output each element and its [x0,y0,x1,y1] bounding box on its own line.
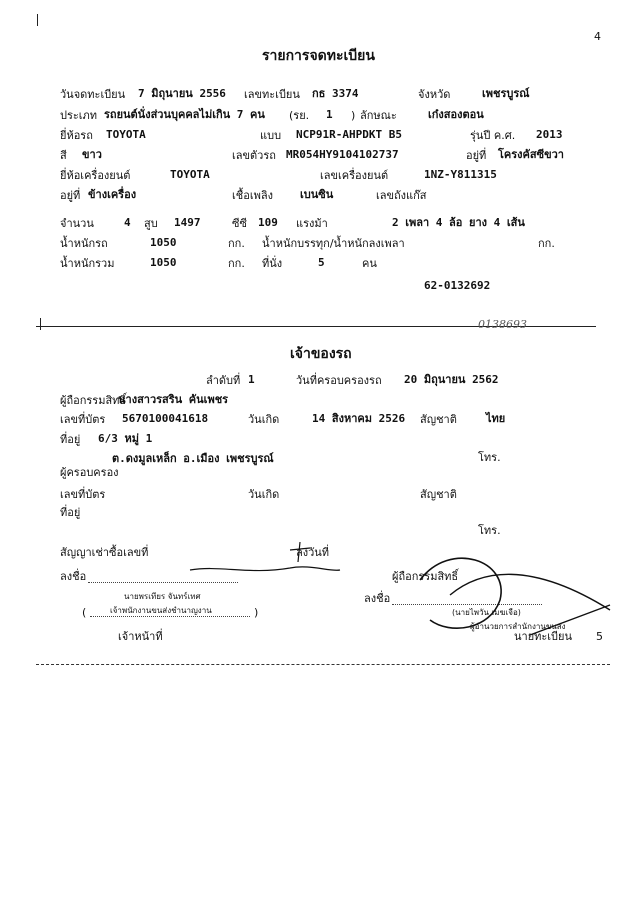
page-number-bottom: 5 [596,630,603,643]
possessor-dob-label: วันเกิด [248,488,280,501]
registrar-label: นายทะเบียน [514,630,573,643]
horsepower-label: แรงม้า [296,217,328,230]
officer-close-paren: ) [254,606,259,619]
weight-value: 1050 [150,236,177,249]
address-label: ที่อยู่ [60,433,81,446]
fuel-label: เชื้อเพลิง [232,189,273,202]
signature-scribble [180,540,620,650]
engine-no-label: เลขเครื่องยนต์ [320,169,389,182]
cylinders-value: 1497 [174,216,201,229]
dob-label: วันเกิด [248,413,280,426]
axle-value: 2 เพลา 4 ล้อ ยาง 4 เส้น [392,216,525,229]
lease-label: สัญญาเช่าซื้อเลขที่ [60,546,149,559]
model-value: NCP91R-AHPDKT B5 [296,128,402,141]
officer-label: เจ้าหน้าที่ [118,630,163,643]
seats-label: ที่นั่ง [262,257,283,270]
address-line1: 6/3 หมู่ 1 [98,432,153,445]
seq-label: ลำดับที่ [206,374,241,387]
province-value: เพชรบูรณ์ [482,87,530,100]
brand-label: ยี่ห้อรถ [60,129,93,142]
reg-no-label: เลขทะเบียน [244,88,300,101]
gross-unit: กก. [228,257,245,270]
color-value: ขาว [82,148,102,161]
weight-unit: กก. [228,237,245,250]
page-number-top: 4 [594,30,601,43]
holder-label: ผู้ถือกรรมสิทธิ์ [60,394,127,407]
nationality-label: สัญชาติ [420,413,457,426]
chassis-label: เลขตัวรถ [232,149,276,162]
weight-label: น้ำหนักรถ [60,237,108,250]
engine-at-label: อยู่ที่ [60,189,81,202]
chassis-value: MR054HY9104102737 [286,148,399,161]
gross-value: 1050 [150,256,177,269]
brand-value: TOYOTA [106,128,146,141]
form-number: 62-0132692 [424,279,491,292]
nationality-value: ไทย [486,412,506,425]
type-code-value: 1 [326,108,333,121]
bottom-divider [36,664,610,665]
count-value: 4 [124,216,131,229]
address-line2: ต.ดงมูลเหล็ก อ.เมือง เพชรบูรณ์ [112,452,274,465]
seats-value: 5 [318,256,325,269]
cc-value: 109 [258,216,278,229]
holder-value: นางสาวรสริน คันเพชร [118,393,229,406]
registrar-name: (นายไพวัน เมฆเจือ) [452,608,521,617]
fuel-value: เบนซิน [300,188,334,201]
scan-mark [37,14,38,26]
serial-stub: 0138693 [478,318,527,331]
possessor-phone-label: โทร. [478,524,501,537]
year-value: 2013 [536,128,563,141]
reg-date-label: วันจดทะเบียน [60,88,126,101]
chassis-at-value: โครงคัสซีขวา [498,148,564,161]
registration-title: รายการจดทะเบียน [262,48,375,64]
count-label: จำนวน [60,217,94,230]
officer-name: นายพรเทียร จันทร์เทศ [124,592,201,601]
lease-date-label: ลงวันที่ [296,546,330,559]
seats-unit: คน [362,257,377,270]
officer-open-paren: ( [82,606,87,619]
style-label: ลักษณะ [360,109,397,122]
engine-brand-value: TOYOTA [170,168,210,181]
owner-date-label: วันที่ครอบครองรถ [296,374,382,387]
dob-value: 14 สิงหาคม 2526 [312,412,406,425]
cylinders-label: สูบ [144,217,158,230]
reg-no-value: กธ 3374 [312,87,359,100]
divider-tick [40,318,41,330]
id-label: เลขที่บัตร [60,413,106,426]
gross-label: น้ำหนักรวม [60,257,115,270]
chassis-at-label: อยู่ที่ [466,149,487,162]
possessor-id-label: เลขที่บัตร [60,488,106,501]
owner-date-value: 20 มิถุนายน 2562 [404,373,499,386]
load-label: น้ำหนักบรรทุก/น้ำหนักลงเพลา [262,237,405,250]
load-unit: กก. [538,237,555,250]
phone-label: โทร. [478,451,501,464]
type-label: ประเภท [60,109,98,122]
model-label: แบบ [260,129,282,142]
registrar-subtitle: ผู้อำนวยการสำนักงานขนส่ง [470,622,566,631]
engine-brand-label: ยี่ห้อเครื่องยนต์ [60,169,131,182]
id-value: 5670100041618 [122,412,209,425]
type-code-open: (รย. [289,109,310,122]
seq-value: 1 [248,373,255,386]
sign-right-label: ลงชื่อ [364,592,391,605]
province-label: จังหวัด [418,88,451,101]
engine-at-value: ข้างเครื่อง [88,188,137,201]
year-label: รุ่นปี ค.ศ. [470,129,516,142]
possessor-nationality-label: สัญชาติ [420,488,457,501]
gas-tank-label: เลขถังแก๊ส [376,189,427,202]
officer-position: เจ้าพนักงานขนส่งชำนาญงาน [110,606,212,615]
holder-sign-label: ผู้ถือกรรมสิทธิ์ [392,570,459,583]
type-value: รถยนต์นั่งส่วนบุคคลไม่เกิน 7 คน [104,108,265,121]
possessor-address-label: ที่อยู่ [60,506,81,519]
sign-left-label: ลงชื่อ [60,570,87,583]
type-code-close: ) [351,109,356,122]
engine-no-value: 1NZ-Y811315 [424,168,497,181]
cc-label: ซีซี [232,217,247,230]
possessor-label: ผู้ครอบครอง [60,466,119,479]
color-label: สี [60,149,67,162]
reg-date-value: 7 มิถุนายน 2556 [138,87,226,100]
owner-title: เจ้าของรถ [290,346,352,362]
style-value: เก๋งสองตอน [428,108,484,121]
